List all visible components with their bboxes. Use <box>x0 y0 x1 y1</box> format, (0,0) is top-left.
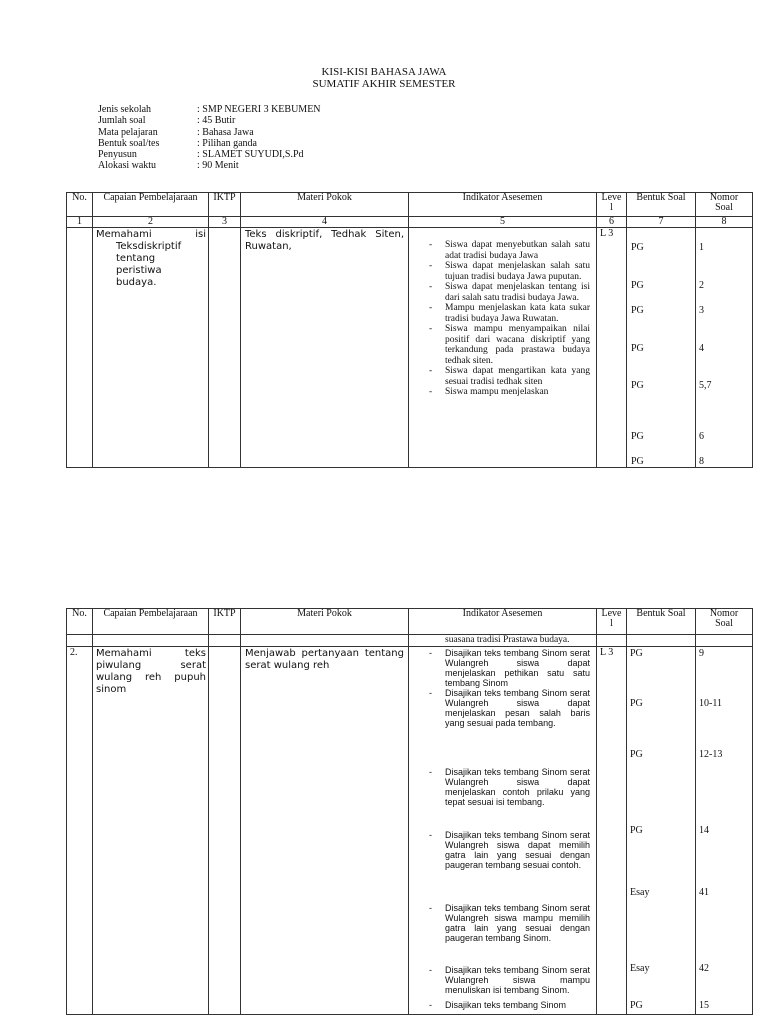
bentuk-value: PG <box>631 456 644 467</box>
list-item: - Mampu menjelaskan kata kata sukar tradisi budaya Jawa Ruwatan. <box>409 303 596 324</box>
row-nomor <box>696 635 753 647</box>
meta-value: : Pilihan ganda <box>197 137 257 149</box>
header-level <box>597 609 627 635</box>
row-capaian: Memahami teks piwulang serat wulang reh pupuh sinom <box>93 647 209 1015</box>
list-item: - Siswa dapat menjelaskan tentang isi dari salah satu tradisi budaya Jawa. <box>409 282 596 303</box>
header-no: No. <box>67 609 93 635</box>
row-bentuk <box>627 635 696 647</box>
nomor-value: 3 <box>699 305 704 316</box>
nomor-stack <box>696 647 752 1013</box>
meta-value: : 45 Butir <box>197 115 236 127</box>
list-item: - Disajikan teks tembang Sinom serat Wulangreh siswa dapat menjelaskan contoh prilaku yang tepat sesuai isi tembang. <box>409 767 596 807</box>
row-indikator <box>409 647 597 1015</box>
indicator-block <box>409 648 596 728</box>
bentuk-value: PG <box>630 648 643 659</box>
col-number: 1 <box>67 217 93 228</box>
indicator-list <box>409 647 596 1013</box>
row-no <box>67 228 93 468</box>
row-nomor <box>696 647 753 1015</box>
nomor-value: 42 <box>699 963 709 974</box>
col-number: 3 <box>209 217 241 228</box>
meta-label: Jenis sekolah <box>98 104 152 115</box>
row-no <box>67 635 93 647</box>
indicator-block <box>409 965 596 995</box>
col-number: 6 <box>597 217 627 228</box>
meta-block <box>98 104 321 172</box>
meta-row <box>98 104 321 115</box>
table-row <box>67 228 753 468</box>
row-iktp <box>209 228 241 468</box>
doc-title: KISI-KISI BAHASA JAWA <box>321 66 447 78</box>
bentuk-value: PG <box>630 749 643 760</box>
nomor-stack <box>696 228 752 466</box>
bentuk-value: PG <box>631 343 644 354</box>
meta-value: : SLAMET SUYUDI,S.Pd <box>197 149 304 161</box>
table-row <box>67 647 753 1015</box>
header-bentuk: Bentuk Soal <box>627 193 696 217</box>
capaian-text: Teksdiskriptif <box>116 241 182 252</box>
header-nomor-b: Soal <box>715 202 733 213</box>
header-materi: Materi Pokok <box>241 193 409 217</box>
bentuk-value: PG <box>631 305 644 316</box>
row-iktp <box>209 647 241 1015</box>
meta-row <box>98 115 321 126</box>
capaian-text: tentang <box>116 253 156 264</box>
doc-subtitle: SUMATIF AKHIR SEMESTER <box>312 78 456 90</box>
header-indikator: Indikator Asesemen <box>409 193 597 217</box>
row-materi: Teks diskriptif, Tedhak Siten, Ruwatan, <box>241 228 409 468</box>
row-level: L 3 <box>597 228 627 468</box>
header-level-b: l <box>610 618 613 629</box>
meta-label: Mata pelajaran <box>98 126 158 138</box>
nomor-value: 10-11 <box>699 698 722 709</box>
header-cp: Capaian Pembelajaraan <box>93 609 209 635</box>
meta-row <box>98 149 321 160</box>
kisi-table-page2 <box>66 608 753 1015</box>
kisi-table-page1 <box>66 192 753 468</box>
capaian-text: peristiwa <box>116 265 162 276</box>
nomor-value: 15 <box>699 1000 709 1011</box>
row-materi: Menjawab pertanyaan tentang serat wulang reh <box>241 647 409 1015</box>
bentuk-value: PG <box>630 698 643 709</box>
header-row <box>67 609 753 635</box>
row-no: 2. <box>67 647 93 1015</box>
header-nomor-b: Soal <box>715 618 733 629</box>
meta-row <box>98 127 321 138</box>
bentuk-value: PG <box>631 242 644 253</box>
bentuk-value: PG <box>631 431 644 442</box>
header-row <box>67 193 753 217</box>
capaian-text: Memahami isi <box>96 229 206 240</box>
indicator-block <box>409 1000 596 1010</box>
header-materi: Materi Pokok <box>241 609 409 635</box>
bentuk-value: Esay <box>630 963 650 974</box>
nomor-value: 2 <box>699 280 704 291</box>
nomor-value: 1 <box>699 242 704 253</box>
list-item: - Siswa mampu menjelaskan <box>409 387 596 398</box>
col-number: 8 <box>696 217 753 228</box>
list-item: - Siswa dapat menjelaskan salah satu tujuan tradisi budaya Jawa puputan. <box>409 261 596 282</box>
meta-label: Penyusun <box>98 149 137 161</box>
col-number: 2 <box>93 217 209 228</box>
continuation-text: suasana tradisi Prastawa budaya. <box>409 635 597 647</box>
indicator-block <box>409 767 596 807</box>
list-item: - Siswa dapat menyebutkan salah satu adat tradisi budaya Jawa <box>409 240 596 261</box>
header-nomor <box>696 609 753 635</box>
bentuk-value: PG <box>630 1000 643 1011</box>
nomor-value: 9 <box>699 648 704 659</box>
row-capaian <box>93 228 209 468</box>
header-nomor-a: Nomor <box>709 608 739 619</box>
list-item: - Disajikan teks tembang Sinom serat Wulangreh siswa dapat menjelaskan pethikan satu satu tembang Sinom <box>409 648 596 688</box>
col-number: 4 <box>241 217 409 228</box>
meta-value: : Bahasa Jawa <box>197 126 254 138</box>
nomor-value: 14 <box>699 825 709 836</box>
header-no: No. <box>67 193 93 217</box>
nomor-value: 5,7 <box>699 380 712 391</box>
header-level-a: Leve <box>601 192 622 203</box>
row-level: L 3 <box>597 647 627 1015</box>
bentuk-value: PG <box>631 380 644 391</box>
meta-label: Bentuk soal/tes <box>98 137 160 149</box>
row-bentuk <box>627 228 696 468</box>
list-item: - Siswa mampu menyampaikan nilai positif dari wacana diskriptif yang terkandung pada prastawa budaya tedhak siten. <box>409 324 596 366</box>
meta-label: Jumlah soal <box>98 115 146 127</box>
nomor-value: 41 <box>699 887 709 898</box>
header-iktp: IKTP <box>209 609 241 635</box>
header-indikator: Indikator Asesemen <box>409 609 597 635</box>
nomor-value: 4 <box>699 343 704 354</box>
meta-value: : 90 Menit <box>197 160 239 172</box>
bentuk-stack <box>627 228 695 466</box>
header-level-b: l <box>610 202 613 213</box>
row-materi <box>241 635 409 647</box>
row-level <box>597 635 627 647</box>
col-number: 5 <box>409 217 597 228</box>
meta-row <box>98 138 321 149</box>
list-item: - Disajikan teks tembang Sinom serat Wulangreh siswa dapat memilih gatra lain yang sesuai dengan paugeran tembang sesuai contoh. <box>409 830 596 870</box>
list-item: - Disajikan teks tembang Sinom serat Wulangreh siswa mampu menuliskan isi tembang Sinom. <box>409 965 596 995</box>
nomor-value: 6 <box>699 431 704 442</box>
bentuk-value: Esay <box>630 887 650 898</box>
row-nomor <box>696 228 753 468</box>
meta-label: Alokasi waktu <box>98 160 157 172</box>
header-bentuk: Bentuk Soal <box>627 609 696 635</box>
list-item: - Disajikan teks tembang Sinom <box>409 1000 596 1010</box>
column-number-row <box>67 217 753 228</box>
meta-value: : SMP NEGERI 3 KEBUMEN <box>197 104 321 115</box>
nomor-value: 8 <box>699 456 704 467</box>
header-nomor <box>696 193 753 217</box>
list-item: - Siswa dapat mengartikan kata yang sesuai tradisi tedhak siten <box>409 366 596 387</box>
indicator-list <box>409 240 596 398</box>
row-capaian <box>93 635 209 647</box>
header-level <box>597 193 627 217</box>
meta-row <box>98 160 321 171</box>
list-item: - Disajikan teks tembang Sinom serat Wulangreh siswa mampu memilih gatra lain yang sesuai dengan paugeran tembang Sinom. <box>409 903 596 943</box>
row-bentuk <box>627 647 696 1015</box>
capaian-text: budaya. <box>116 277 157 288</box>
header-level-a: Leve <box>601 608 622 619</box>
bentuk-value: PG <box>630 825 643 836</box>
header-cp: Capaian Pembelajaraan <box>93 193 209 217</box>
bentuk-value: PG <box>631 280 644 291</box>
col-number: 7 <box>627 217 696 228</box>
header-iktp: IKTP <box>209 193 241 217</box>
row-iktp <box>209 635 241 647</box>
continuation-row <box>67 635 753 647</box>
indicator-block <box>409 830 596 870</box>
row-indikator <box>409 228 597 468</box>
nomor-value: 12-13 <box>699 749 723 760</box>
indicator-block <box>409 903 596 943</box>
header-nomor-a: Nomor <box>709 192 739 203</box>
bentuk-stack <box>627 647 695 1013</box>
list-item: - Disajikan teks tembang Sinom serat Wulangreh siswa dapat menjelaskan pesan salah baris yang sesuai pada tembang. <box>409 688 596 728</box>
